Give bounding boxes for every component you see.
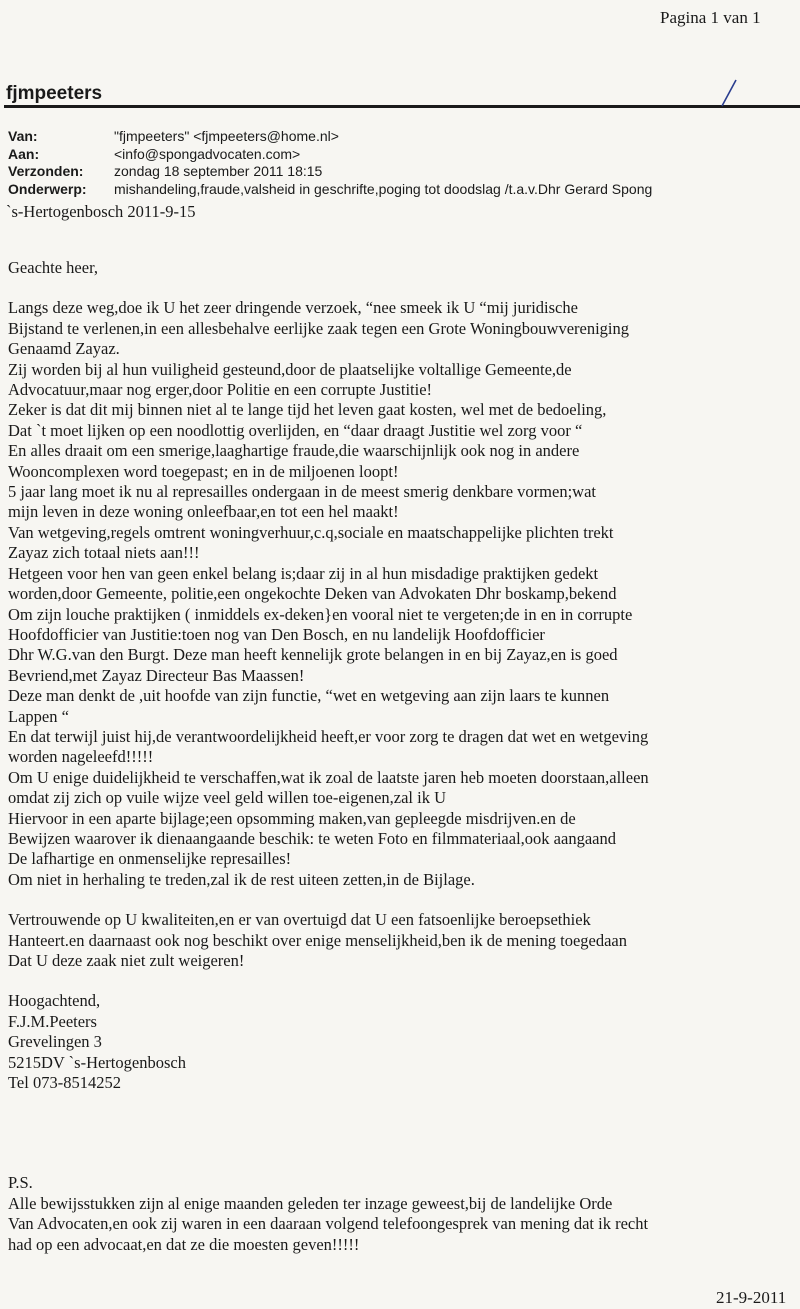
- text-line: Bevriend,met Zayaz Directeur Bas Maassen!: [8, 665, 305, 685]
- page-indicator: Pagina 1 van 1: [660, 8, 761, 27]
- text-line: Om zijn louche praktijken ( inmiddels ex-deken}en vooral niet te vergeten;de in en in corrupte: [8, 604, 633, 624]
- text-line: worden nageleefd!!!!!: [8, 747, 154, 767]
- text-line: 5215DV `s-Hertogenbosch: [8, 1052, 186, 1072]
- salutation: Geachte heer,: [8, 258, 99, 277]
- text-line: Bijstand te verlenen,in een allesbehalve eerlijke zaak tegen een Grote Woningbouwvereniging: [8, 318, 630, 338]
- text-line: worden,door Gemeente, politie,een ongekochte Deken van Advokaten Dhr boskamp,bekend: [8, 584, 617, 604]
- text-line: Om niet in herhaling te treden,zal ik de rest uiteen zetten,in de Bijlage.: [8, 869, 475, 889]
- footer-date: 21-9-2011: [716, 1288, 787, 1307]
- text-line: Van wetgeving,regels omtrent woningverhuur,c.q,sociale en maatschappelijke plichten trekt: [8, 522, 614, 542]
- pen-mark-icon: [718, 78, 740, 108]
- text-line: En dat terwijl juist hij,de verantwoordelijkheid heeft,er voor zorg te dragen dat wet en wetgeving: [8, 726, 649, 746]
- from-row: [8, 128, 800, 146]
- place-date: `s-Hertogenbosch 2011-9-15: [6, 202, 196, 221]
- text-line: Van Advocaten,en ook zij waren in een daaraan volgend telefoongesprek van mening dat ik recht: [8, 1214, 649, 1234]
- text-line: Alle bewijsstukken zijn al enige maanden geleden ter inzage geweest,bij de landelijke Orde: [8, 1193, 613, 1213]
- from-value: "fjmpeeters" <fjmpeeters@home.nl>: [114, 128, 339, 144]
- paragraph-main: [8, 298, 800, 890]
- text-line: 5 jaar lang moet ik nu al represailles ondergaan in de meest smerig denkbare vormen;wat: [8, 482, 596, 502]
- text-line: En alles draait om een smerige,laaghartige fraude,die waarschijnlijk ook nog in andere: [8, 441, 580, 461]
- sent-label: Verzonden:: [8, 163, 84, 179]
- header-divider: [4, 105, 800, 108]
- text-line: Hoofdofficier van Justitie:toen nog van Den Bosch, en nu landelijk Hoofdofficier: [8, 624, 545, 644]
- text-line: Om U enige duidelijkheid te verschaffen,wat ik zoal de laatste jaren heb moeten doorstaan,alleen: [8, 767, 649, 787]
- signature-block: [8, 991, 800, 1093]
- text-line: Dat U deze zaak niet zult weigeren!: [8, 951, 245, 970]
- text-line: Zayaz zich totaal niets aan!!!: [8, 543, 200, 563]
- text-line: Dat `t moet lijken op een noodlottig overlijden, en “daar draagt Justitie wel zorg voor “: [8, 420, 583, 440]
- text-line: mijn leven in deze woning onleefbaar,en tot een hel maakt!: [8, 502, 399, 522]
- text-line: Hanteert.en daarnaast ook nog beschikt over enige menselijkheid,ben ik de mening toegedaan: [8, 930, 627, 950]
- subject-value: mishandeling,fraude,valsheid in geschrifte,poging tot doodslag /t.a.v.Dhr Gerard Spong: [114, 180, 653, 197]
- text-line: Hoogachtend,: [8, 991, 101, 1011]
- text-line: had op een advocaat,en dat ze die moesten geven!!!!!: [8, 1234, 360, 1254]
- text-line: Langs deze weg,doe ik U het zeer dringende verzoek, “nee smeek ik U “mij juridische: [8, 298, 578, 318]
- text-line: Deze man denkt de ,uit hoofde van zijn functie, “wet en wetgeving aan zijn laars te kunnen: [8, 686, 610, 706]
- text-line: omdat zij zich op vuile wijze veel geld willen toe-eigenen,zal ik U: [8, 788, 447, 808]
- paragraph-closing: [8, 910, 800, 971]
- to-row: [8, 146, 800, 164]
- subject-row: [8, 181, 800, 199]
- text-line: Advocatuur,maar nog erger,door Politie en een corrupte Justitie!: [8, 380, 433, 400]
- text-line: Hetgeen voor hen van geen enkel belang is;daar zij in al hun misdadige praktijken gedekt: [8, 563, 599, 583]
- sent-value: zondag 18 september 2011 18:15: [114, 163, 323, 179]
- text-line: Hiervoor in een aparte bijlage;een opsomming maken,van gepleegde misdrijven.en de: [8, 808, 576, 828]
- sent-row: [8, 163, 800, 181]
- text-line: De lafhartige en onmenselijke represailles!: [8, 849, 292, 869]
- ps-label: P.S.: [8, 1173, 33, 1193]
- subject-label: Onderwerp:: [8, 180, 87, 197]
- text-line: Zij worden bij al hun vuiligheid gesteund,door de plaatselijke voltallige Gemeente,de: [8, 359, 572, 379]
- text-line: Zeker is dat dit mij binnen niet al te lange tijd het leven gaat kosten, wel met de bedoeling,: [8, 400, 607, 420]
- from-label: Van:: [8, 128, 38, 144]
- text-line: Lappen “: [8, 706, 69, 726]
- text-line: Dhr W.G.van den Burgt. Deze man heeft kennelijk grote belangen in en bij Zayaz,en is goed: [8, 645, 618, 665]
- sender-name: fjmpeeters: [6, 83, 103, 104]
- text-line: Genaamd Zayaz.: [8, 339, 120, 359]
- email-headers: [8, 128, 800, 198]
- letter-body: [8, 258, 800, 1255]
- text-line: Bewijzen waarover ik dienaangaande beschik: te weten Foto en filmmateriaal,ook aangaand: [8, 828, 616, 848]
- to-label: Aan:: [8, 145, 40, 162]
- text-line: Wooncomplexen word toegepast; en in de miljoenen loopt!: [8, 461, 399, 481]
- to-value: <info@spongadvocaten.com>: [114, 145, 301, 162]
- text-line: Tel 073-8514252: [8, 1073, 121, 1093]
- text-line: F.J.M.Peeters: [8, 1011, 97, 1031]
- ps-text: [8, 1194, 800, 1255]
- text-line: Grevelingen 3: [8, 1032, 102, 1052]
- text-line: Vertrouwende op U kwaliteiten,en er van overtuigd dat U een fatsoenlijke beroepsethiek: [8, 910, 591, 930]
